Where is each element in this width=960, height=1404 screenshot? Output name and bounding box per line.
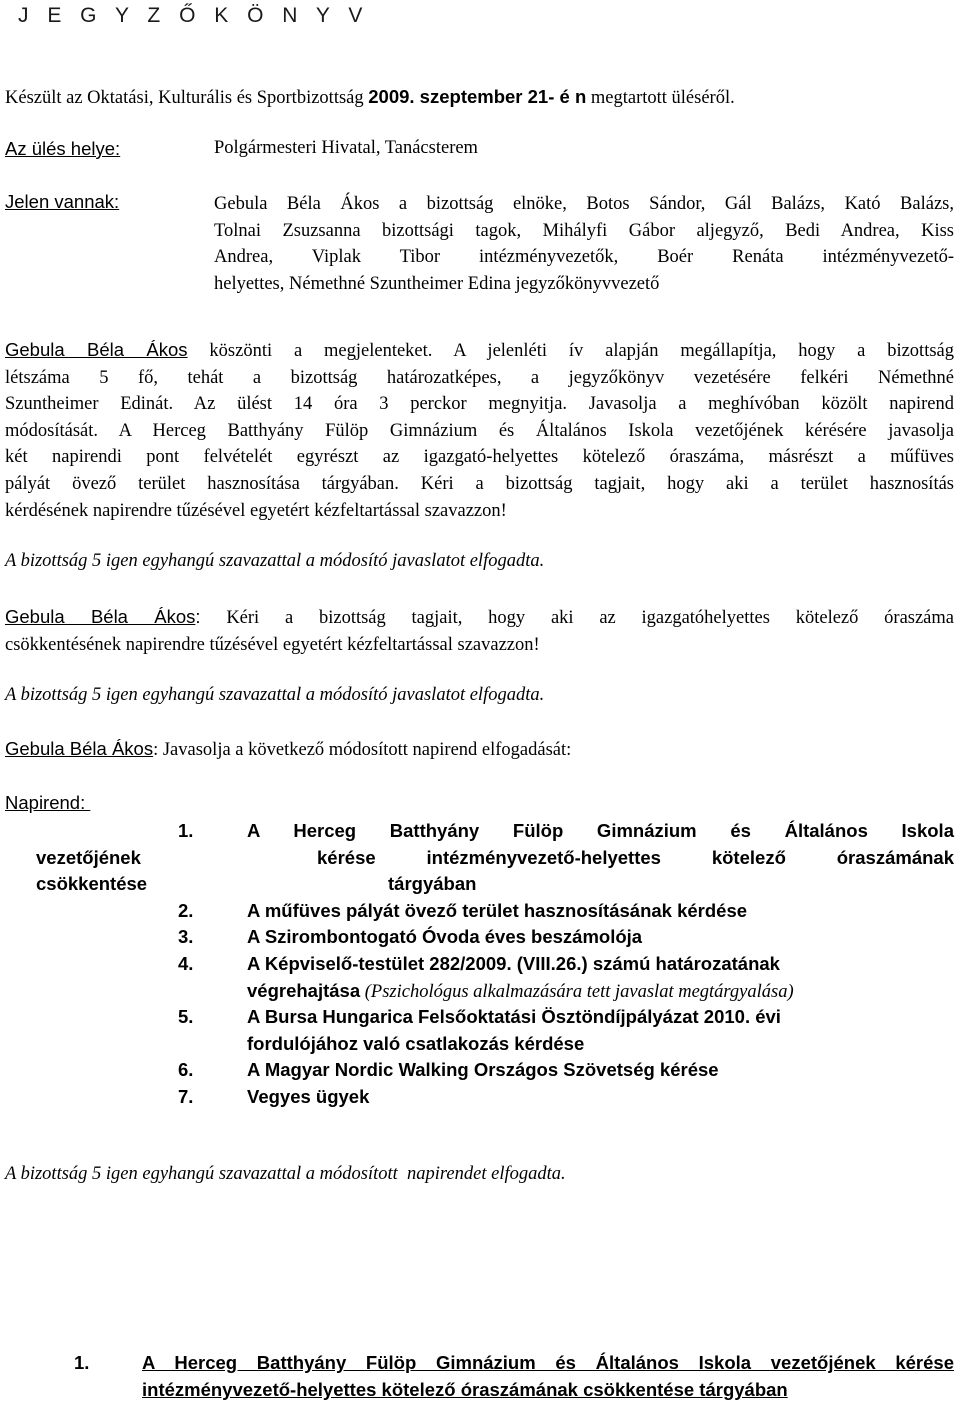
opening-line-3: Szuntheimer Edinát. Az ülést 14 óra 3 perckor megnyitja. Javasolja a meghívóban közölt napirend bbox=[5, 394, 954, 415]
present-line-1: Gebula Béla Ákos a bizottság elnöke, Botos Sándor, Gál Balázs, Kató Balázs, bbox=[214, 194, 954, 214]
agenda-item-1-left-3: csökkentése bbox=[36, 873, 148, 895]
agenda-item-6-text: A Magyar Nordic Walking Országos Szövetség kérése bbox=[247, 1059, 719, 1081]
meeting-date: 2009. szeptember 21- é n bbox=[368, 86, 587, 107]
section-1-line-1: A Herceg Batthyány Fülöp Gimnázium és Általános Iskola vezetőjének kérése bbox=[142, 1352, 954, 1373]
opening-line-2: létszáma 5 fő, tehát a bizottság határozatképes, a jegyzőkönyv vezetésére felkéri Némethné bbox=[5, 367, 954, 388]
agenda-item-2 bbox=[36, 898, 954, 925]
agenda-item-2-number: 2. bbox=[178, 899, 194, 921]
agenda-item-3-number: 3. bbox=[178, 926, 194, 948]
second-line-1 bbox=[5, 604, 954, 632]
agenda-item-1-row-2 bbox=[36, 845, 954, 872]
agenda-item-7-text: Vegyes ügyek bbox=[247, 1085, 370, 1107]
intro-line bbox=[5, 86, 735, 109]
agenda-list bbox=[36, 818, 954, 1111]
speaker-name-2: Gebula Béla Ákos bbox=[5, 606, 196, 627]
opening-line-7: kérdésének napirendre tűzésével egyetért kézfeltartással szavazzon! bbox=[5, 500, 507, 521]
third-paragraph bbox=[5, 738, 571, 761]
opening-text-1: köszönti a megjelenteket. A jelenléti ív alapján megállapítja, hogy a bizottság bbox=[187, 341, 954, 361]
second-line-2: csökkentésének napirendre tűzésével egyetért kézfeltartással szavazzon! bbox=[5, 634, 540, 655]
present-label bbox=[5, 191, 119, 213]
agenda-item-6 bbox=[36, 1057, 954, 1084]
agenda-label: Napirend: bbox=[5, 792, 91, 813]
agenda-item-4-line-2 bbox=[247, 978, 794, 1006]
second-text-1: Kéri a bizottság tagjait, hogy aki az igazgatóhelyettes kötelező óraszáma bbox=[200, 608, 954, 628]
agenda-item-5-row-1 bbox=[36, 1004, 954, 1031]
intro-prefix: Készült az Oktatási, Kulturális és Sportbizottság bbox=[5, 88, 369, 108]
opening-line-4: módosítását. A Herceg Batthyány Fülöp Gimnázium és Általános Iskola vezetőjének kérésére javasolja bbox=[5, 420, 954, 441]
speaker-name: Gebula Béla Ákos bbox=[5, 339, 188, 360]
speaker-colon-2: : bbox=[195, 606, 201, 627]
vote-result-2: A bizottság 5 igen egyhangú szavazattal a módosító javaslatot elfogadta. bbox=[5, 685, 545, 705]
agenda-item-2-text: A műfüves pályát övező terület hasznosításának kérdése bbox=[247, 899, 748, 921]
agenda-item-5-row-2 bbox=[36, 1031, 954, 1058]
agenda-item-4-line-2-italic: (Pszichológus alkalmazására tett javaslat megtárgyalása) bbox=[360, 981, 794, 1002]
opening-paragraph bbox=[5, 337, 954, 524]
agenda-item-4-row-2 bbox=[36, 978, 954, 1005]
agenda-item-4-row-1 bbox=[36, 951, 954, 978]
section-1-line-2: intézményvezető-helyettes kötelező óraszámának csökkentése tárgyában bbox=[142, 1378, 788, 1400]
agenda-item-3 bbox=[36, 924, 954, 951]
intro-suffix: megtartott üléséről. bbox=[586, 88, 735, 108]
section-1-heading bbox=[142, 1350, 954, 1403]
agenda-item-1-row-1 bbox=[36, 818, 954, 845]
present-label-text: Jelen vannak: bbox=[5, 191, 120, 212]
place-value: Polgármesteri Hivatal, Tanácsterem bbox=[214, 138, 478, 158]
opening-line-6: pályát övező terület hasznosítása tárgyában. Kéri a bizottság tagjait, hogy aki a terület hasznosítás bbox=[5, 473, 954, 494]
agenda-item-7-number: 7. bbox=[178, 1085, 194, 1107]
agenda-item-3-text: A Szirombontogató Óvoda éves beszámolója bbox=[247, 926, 643, 948]
agenda-item-7 bbox=[36, 1084, 954, 1111]
agenda-item-6-number: 6. bbox=[178, 1059, 194, 1081]
agenda-item-1-number: 1. bbox=[178, 820, 194, 841]
section-1-number: 1. bbox=[74, 1352, 90, 1373]
place-label: Az ülés helye: bbox=[5, 138, 121, 159]
agenda-item-1-line-3: tárgyában bbox=[388, 873, 477, 895]
agenda-item-1-line-2: kérése intézményvezető-helyettes kötelező óraszámának bbox=[317, 846, 954, 868]
agenda-item-4-line-1: A Képviselő-testület 282/2009. (VIII.26.) számú határozatának bbox=[247, 952, 780, 974]
present-line-3: Andrea, Viplak Tibor intézményvezetők, Boér Renáta intézményvezető- bbox=[214, 247, 954, 268]
agenda-item-1-left-2: vezetőjének bbox=[36, 846, 141, 868]
agenda-item-5-number: 5. bbox=[178, 1006, 194, 1028]
agenda-item-5-line-1: A Bursa Hungarica Felsőoktatási Ösztöndíjpályázat 2010. évi bbox=[247, 1006, 781, 1028]
opening-line-1 bbox=[5, 337, 954, 365]
present-line-4: helyettes, Némethné Szuntheimer Edina jegyzőkönyvvezető bbox=[214, 273, 660, 294]
speaker-name-3: Gebula Béla Ákos bbox=[5, 738, 154, 759]
agenda-item-5-line-2: fordulójához való csatlakozás kérdése bbox=[247, 1032, 585, 1054]
second-paragraph bbox=[5, 604, 954, 658]
vote-result-3: A bizottság 5 igen egyhangú szavazattal a módosított napirendet elfogadta. bbox=[5, 1164, 566, 1184]
document-title: J E G Y Z Ő K Ö N Y V bbox=[18, 4, 369, 27]
present-list bbox=[214, 191, 954, 297]
agenda-item-4-number: 4. bbox=[178, 952, 194, 974]
agenda-item-1-line-1: A Herceg Batthyány Fülöp Gimnázium és Általános Iskola bbox=[247, 820, 954, 841]
present-line-2: Tolnai Zsuzsanna bizottsági tagok, Mihályfi Gábor aljegyző, Bedi Andrea, Kiss bbox=[214, 220, 954, 241]
agenda-item-4-line-2-bold: végrehajtása bbox=[247, 979, 361, 1001]
agenda-item-1-row-3 bbox=[36, 871, 954, 898]
vote-result-1: A bizottság 5 igen egyhangú szavazattal a módosító javaslatot elfogadta. bbox=[5, 551, 545, 571]
third-text: : Javasolja a következő módosított napirend elfogadását: bbox=[153, 740, 572, 760]
opening-line-5: két napirendi pont felvételét egyrészt az igazgató-helyettes kötelező óraszáma, másrészt a műfüves bbox=[5, 447, 954, 468]
